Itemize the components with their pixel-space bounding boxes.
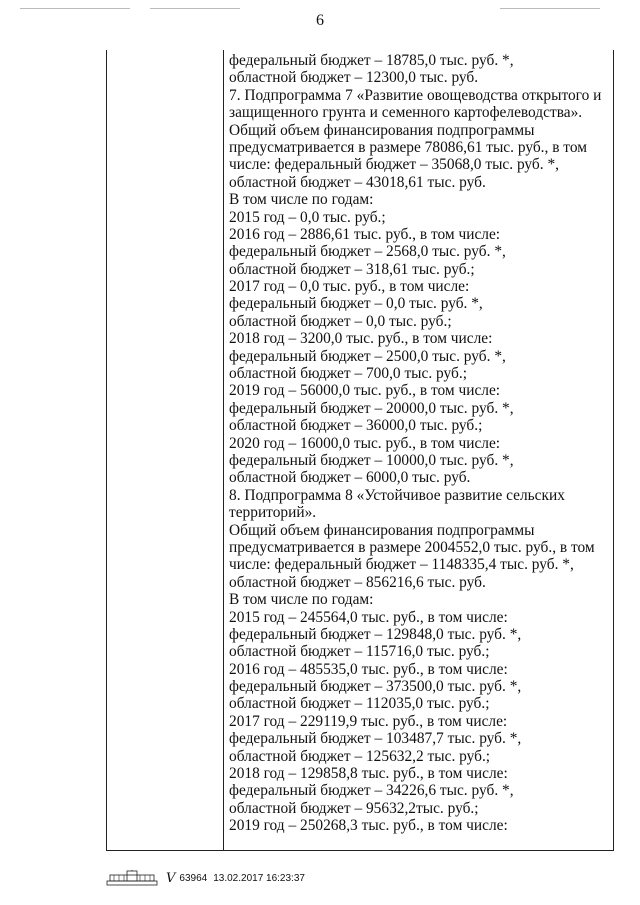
scan-noise-mid — [150, 8, 240, 9]
text-line: В том числе по годам: — [229, 191, 374, 209]
text-line: защищенного грунта и семенного картофелеводства». — [229, 104, 583, 122]
text-line: федеральный бюджет – 129848,0 тыс. руб. *, — [229, 625, 522, 643]
text-line: 2018 год – 129858,8 тыс. руб., в том числе: — [229, 765, 508, 783]
text-line: областной бюджет – 95632,2тыс. руб.; — [229, 799, 479, 817]
text-line: областной бюджет – 0,0 тыс. руб.; — [229, 312, 452, 330]
text-line: 2017 год – 229119,9 тыс. руб., в том числе: — [229, 712, 508, 730]
text-line: 2017 год – 0,0 тыс. руб., в том числе: — [229, 278, 470, 296]
text-line: областной бюджет – 700,0 тыс. руб.; — [229, 365, 467, 383]
text-line: 2016 год – 2886,61 тыс. руб., в том числе: — [229, 225, 501, 243]
text-line: числе: федеральный бюджет – 1148335,4 тыс. руб. *, — [229, 556, 574, 574]
text-line: областной бюджет – 36000,0 тыс. руб.; — [229, 417, 483, 435]
text-line: 2016 год – 485535,0 тыс. руб., в том числе: — [229, 660, 508, 678]
text-line: федеральный бюджет – 10000,0 тыс. руб. *, — [229, 451, 514, 469]
timestamp: 13.02.2017 16:23:37 — [213, 872, 305, 884]
text-line: областной бюджет – 12300,0 тыс. руб. — [229, 69, 479, 87]
text-line: В том числе по годам: — [229, 591, 374, 609]
text-line: федеральный бюджет – 103487,7 тыс. руб. *, — [229, 730, 522, 748]
text-line: 2015 год – 245564,0 тыс. руб., в том числе: — [229, 608, 508, 626]
footer-stamp — [106, 868, 305, 888]
signature-mark: V — [166, 870, 176, 886]
text-line: федеральный бюджет – 0,0 тыс. руб. *, — [229, 295, 483, 313]
text-line: предусматривается в размере 2004552,0 тыс. руб., в том — [229, 538, 595, 556]
text-line: областной бюджет – 856216,6 тыс. руб. — [229, 573, 486, 591]
text-line: областной бюджет – 115716,0 тыс. руб.; — [229, 643, 490, 661]
doc-number: 63964 — [179, 872, 208, 884]
text-line: Общий объем финансирования подпрограммы — [229, 521, 535, 539]
text-line: областной бюджет – 43018,61 тыс. руб. — [229, 173, 486, 191]
building-icon — [106, 870, 158, 886]
scan-noise-right — [500, 8, 600, 9]
text-line: числе: федеральный бюджет – 35068,0 тыс. руб. *, — [229, 156, 559, 174]
text-line: федеральный бюджет – 20000,0 тыс. руб. *, — [229, 399, 514, 417]
text-line: 2015 год – 0,0 тыс. руб.; — [229, 208, 386, 226]
text-line: Общий объем финансирования подпрограммы — [229, 121, 535, 139]
text-line: 2020 год – 16000,0 тыс. руб., в том числе: — [229, 434, 501, 452]
text-line: 8. Подпрограмма 8 «Устойчивое развитие сельских — [229, 486, 565, 504]
text-line: федеральный бюджет – 18785,0 тыс. руб. *, — [229, 52, 514, 69]
government-building-logo — [106, 870, 158, 886]
text-line: 2019 год – 56000,0 тыс. руб., в том числе: — [229, 382, 501, 400]
text-line: территорий». — [229, 504, 317, 522]
text-line: 2018 год – 3200,0 тыс. руб., в том числе: — [229, 330, 493, 348]
page-number: 6 — [316, 12, 324, 29]
column-divider — [223, 50, 224, 850]
text-line: федеральный бюджет – 2500,0 тыс. руб. *, — [229, 347, 506, 365]
program-table — [106, 50, 614, 851]
text-line: федеральный бюджет – 2568,0 тыс. руб. *, — [229, 243, 506, 261]
financing-text — [229, 52, 609, 835]
text-line: 7. Подпрограмма 7 «Развитие овощеводства открытого и — [229, 86, 602, 104]
text-line: предусматривается в размере 78086,61 тыс. руб., в том — [229, 138, 587, 156]
text-line: областной бюджет – 6000,0 тыс. руб. — [229, 469, 471, 487]
text-line: областной бюджет – 125632,2 тыс. руб.; — [229, 747, 491, 765]
text-line: областной бюджет – 318,61 тыс. руб.; — [229, 260, 475, 278]
text-line: 2019 год – 250268,3 тыс. руб., в том числе: — [229, 817, 508, 835]
text-line: областной бюджет – 112035,0 тыс. руб.; — [229, 695, 490, 713]
text-line: федеральный бюджет – 373500,0 тыс. руб. *, — [229, 678, 522, 696]
scan-noise-left — [20, 8, 130, 9]
text-line: федеральный бюджет – 34226,6 тыс. руб. *, — [229, 782, 514, 800]
